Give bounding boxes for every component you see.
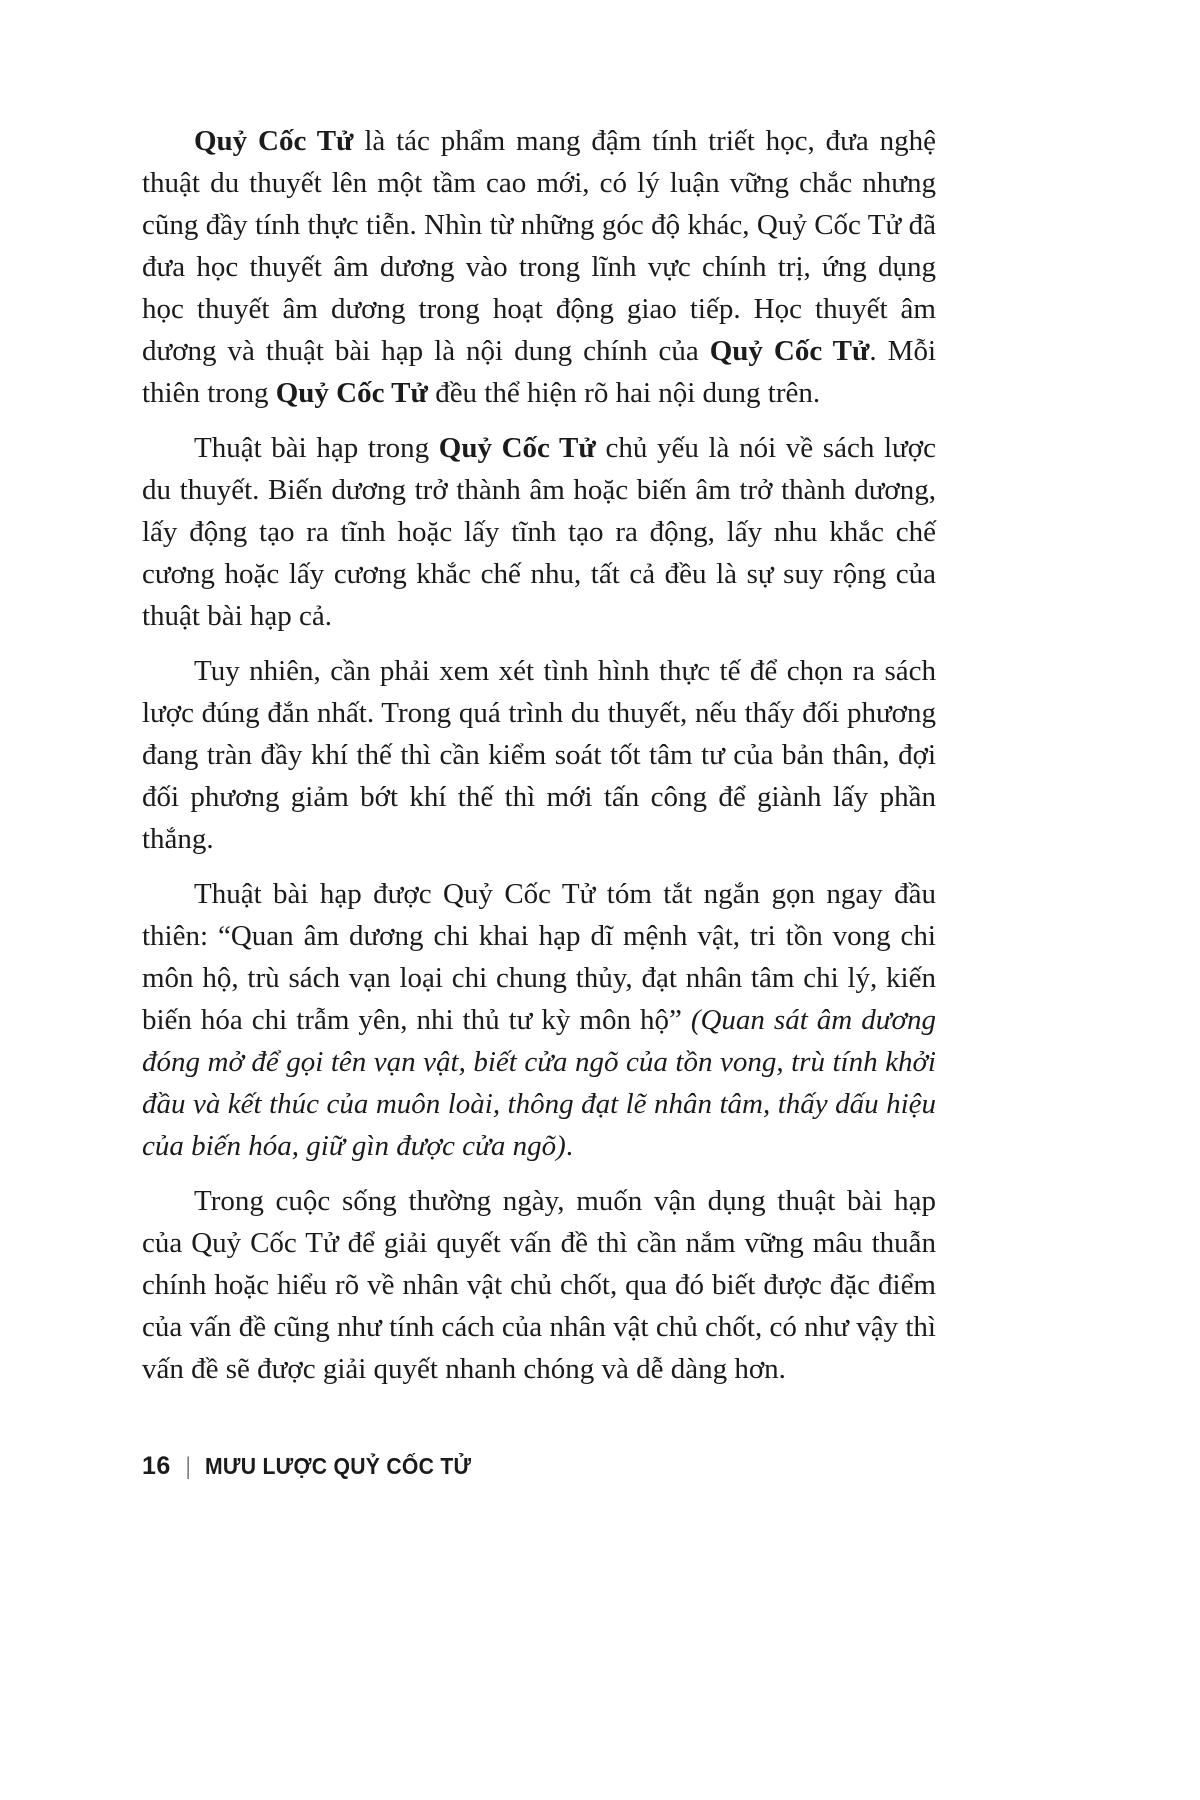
text-segment-italic: (Quan sát âm dương đóng mở để gọi tên vạn vật, biết cửa ngõ của tồn vong, trù tính khởi đầu và kết thúc của muôn loài, thông đạt lẽ nhân tâm, thấy dấu hiệu của biến hóa, giữ gìn được cửa ngõ) bbox=[142, 1004, 936, 1162]
page-body bbox=[142, 120, 936, 1390]
text-segment-bold: Quỷ Cốc Tử bbox=[438, 432, 596, 464]
text-segment-bold: Quỷ Cốc Tử bbox=[709, 335, 870, 367]
paragraph bbox=[142, 427, 936, 637]
text-segment: chủ yếu là nói về sách lược du thuyết. Biến dương trở thành âm hoặc biến âm trở thành dương, lấy động tạo ra tĩnh hoặc lấy tĩnh tạo ra động, lấy nhu khắc chế cương hoặc lấy cương khắc chế nhu, tất cả đều là sự suy rộng của thuật bài hạp cả. bbox=[142, 432, 936, 632]
text-segment: Thuật bài hạp được Quỷ Cốc Tử tóm tắt ngắn gọn ngay đầu thiên: “Quan âm dương chi khai hạp dĩ mệnh vật, tri tồn vong chi môn hộ, trù sách vạn loại chi chung thủy, đạt nhân tâm chi lý, kiến biến hóa chi trẫm yên, nhi thủ tư kỳ môn hộ” bbox=[142, 878, 936, 1036]
text-segment: . bbox=[565, 1130, 573, 1162]
paragraph bbox=[142, 650, 936, 860]
running-title: MƯU LƯỢC QUỶ CỐC TỬ bbox=[205, 1453, 472, 1479]
footer-separator: | bbox=[186, 1452, 190, 1480]
paragraph bbox=[142, 1180, 936, 1390]
page-footer bbox=[142, 1452, 495, 1481]
page-number: 16 bbox=[142, 1452, 171, 1480]
text-segment: đều thể hiện rõ hai nội dung trên. bbox=[427, 377, 821, 409]
text-segment-bold: Quỷ Cốc Tử bbox=[194, 125, 354, 157]
paragraph bbox=[142, 120, 936, 414]
text-segment: Thuật bài hạp trong bbox=[194, 432, 439, 464]
paragraph bbox=[142, 873, 936, 1167]
text-segment: . Mỗi thiên trong bbox=[142, 335, 936, 409]
text-segment: Tuy nhiên, cần phải xem xét tình hình thực tế để chọn ra sách lược đúng đắn nhất. Trong quá trình du thuyết, nếu thấy đối phương đang tràn đầy khí thế thì cần kiểm soát tốt tâm tư của bản thân, đợi đối phương giảm bớt khí thế thì mới tấn công để giành lấy phần thắng. bbox=[142, 655, 936, 855]
text-segment: là tác phẩm mang đậm tính triết học, đưa nghệ thuật du thuyết lên một tầm cao mới, có lý luận vững chắc nhưng cũng đầy tính thực tiễn. Nhìn từ những góc độ khác, Quỷ Cốc Tử đã đưa học thuyết âm dương vào trong lĩnh vực chính trị, ứng dụng học thuyết âm dương trong hoạt động giao tiếp. Học thuyết âm dương và thuật bài hạp là nội dung chính của bbox=[142, 125, 936, 367]
text-segment-bold: Quỷ Cốc Tử bbox=[275, 377, 428, 409]
text-segment: Trong cuộc sống thường ngày, muốn vận dụng thuật bài hạp của Quỷ Cốc Tử để giải quyết vấn đề thì cần nắm vững mâu thuẫn chính hoặc hiểu rõ về nhân vật chủ chốt, qua đó biết được đặc điểm của vấn đề cũng như tính cách của nhân vật chủ chốt, có như vậy thì vấn đề sẽ được giải quyết nhanh chóng và dễ dàng hơn. bbox=[142, 1185, 936, 1385]
